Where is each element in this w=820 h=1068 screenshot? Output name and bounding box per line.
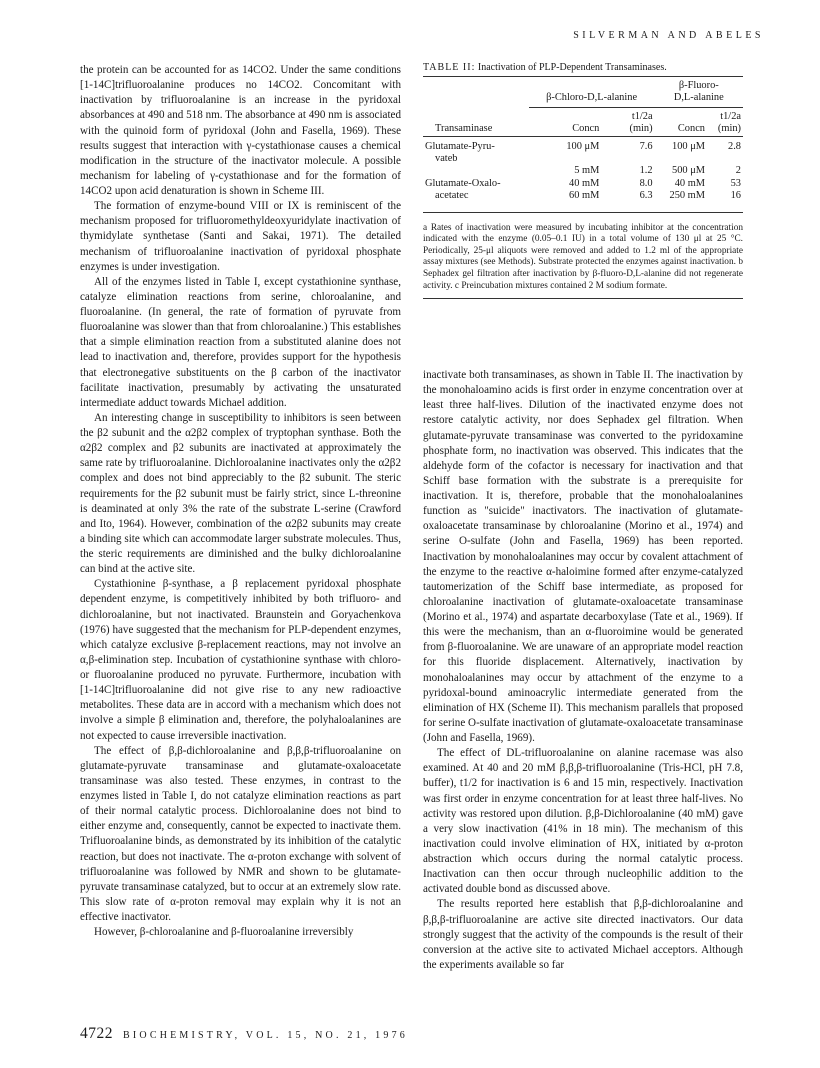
running-header: SILVERMAN AND ABELES (573, 30, 764, 41)
paragraph: However, β-chloroalanine and β-fluoroalanine irreversibly (94, 926, 354, 939)
table-row: Glutamate-Oxalo- 40 mM 8.0 40 mM 53 (425, 177, 741, 189)
paragraph: The results reported here establish that β,β-dichloroalanine and β,β,β-trifluoroalanine are active site directed inactivators. Our data strongly suggest that the activity of the compounds is the result of their conversion at the active site to activated Michael acceptors. Although the experiments available so far (423, 898, 743, 971)
right-column (423, 368, 743, 973)
table-title (423, 62, 743, 77)
table-bottom-rule (423, 298, 743, 299)
paragraph: An interesting change in susceptibility to inhibitors is seen between the β2 subunit and the α2β2 complex of tryptophan synthase. Both the α2β2 complex and β2 subunits are inactivated at approximately the same rate by trifluoroalanine. Dichloroalanine inactivates only the α2β2 complex and does not bind appreciably to the β2 subunit. The steric requirements for the β2 subunit must be fairly strict, since L-threonine is deaminated at only 3% the rate of the substrate L-serine (Crawford and Ito, 1964). However, combination of the α2β2 subunits may create a binding site which can accommodate larger substrate molecules. Thus, the steric requirements are diminished and the bulky dichloroalanine can bind at the active site. (80, 411, 401, 576)
col-thalf: t1/2a (min) (707, 107, 743, 136)
paragraph: All of the enzymes listed in Table I, except cystathionine synthase, catalyze elimination reactions from serine, chloroalanine, and fluoroalanine. (In general, the rate of formation of pyruvate from fluoroalanine was slower than that from chloroalanine.) This establishes that a simple elimination reaction from a substituted alanine does not lead to inactivation and, therefore, provides support for the hypothesis that electronegative substituents on the β carbon of the inactivator facilitate inactivation, presumably by activating the unsaturated intermediate adduct towards Michael addition. (80, 275, 401, 409)
table-label: TABLE II: (423, 62, 476, 73)
paragraph: The effect of DL-trifluoroalanine on alanine racemase was also examined. At 40 and 20 mM β,β,β-trifluoroalanine (Tris-HCl, pH 7.8, buffer), t1/2 for inactivation is 6 and 15 min, respectively. Inactivation was first order in enzyme concentration for at least three half-lives. No activity was restored upon dilution. β,β-Dichloroalanine (40 mM) gave a very slow inactivation (41% in 18 min). The mechanism of this inactivation could involve elimination of HX, initiated by α-proton abstraction which occurs during the normal catalytic process. Inactivation can then occur through nucleophilic addition to the activated double bond as discussed above. (423, 747, 743, 896)
paragraph: The formation of enzyme-bound VIII or IX is reminiscent of the mechanism proposed for trifluoromethyldeoxyuridylate inactivation of thymidylate synthetase (Santi and Sakai, 1971). The detailed mechanism of trifluoroalanine inactivation of pyridoxal phosphate enzymes is under investigation. (80, 200, 401, 273)
table-row: 5 mM 1.2 500 μM 2 (574, 165, 741, 177)
data-table (423, 77, 743, 203)
paragraph: The effect of β,β-dichloroalanine and β,β,β-trifluoroalanine on glutamate-pyruvate transaminase and glutamate-oxaloacetate transaminase was also tested. These enzymes, in contrast to the enzymes listed in Table I, do not catalyze elimination reactions as part of their normal catalytic process. Dichloroalanine does not bind to either enzyme and, consequently, cannot be expected to inactivate them. Trifluoroalanine binds, as demonstrated by its inhibition of the catalytic reaction, but does not inactivate. The α-proton exchange with solvent of trifluoroalanine was followed by NMR and shown to be glutamate-pyruvate transaminase catalyzed, but to occur at an extremely slow rate. This slow rate of α-proton removal may explain why it is not an effective inactivator. (80, 744, 401, 923)
col-thalf: t1/2a (min) (601, 107, 654, 136)
page-number: 4722 (80, 1025, 113, 1042)
paragraph: Cystathionine β-synthase, a β replacement pyridoxal phosphate dependent enzyme, is competitively inhibited by both trifluoro- and dichloroalanine, but not inactivated. Braunstein and Goryachenkova (1976) have suggested that the mechanism for PLP-dependent enzymes, which catalyze exclusive β-replacement reactions, may not involve an α,β-elimination step. Incubation of cystathionine synthase with chloro- or fluoroalanine produced no pyruvate. Furthermore, incubation with [1-14C]trifluoroalanine did not give rise to any new radioactive metabolites. These data are in accord with a mechanism which does not involve a simple β elimination and, therefore, the polyhaloalanines are not expected to cause irreversible inactivation. (80, 578, 401, 742)
paragraph: inactivate both transaminases, as shown in Table II. The inactivation by the monohaloamino acids is first order in enzyme concentration over at least three half-lives. Dilution of the inactivated enzyme does not restore catalytic activity, nor does Sephadex gel filtration. When glutamate-pyruvate transaminase was converted to the pyridoxamine phosphate form, no inactivation was observed. This indicates that the aldehyde form of the cofactor is necessary for inactivation and that Schiff base formation with the substrate is a prerequisite for inactivation. It is, therefore, probable that the monohaloalanines function as "suicide" inactivators. The inactivation of glutamate-oxaloacetate transaminase by chloroalanine (Morino et al., 1974) and serine O-sulfate (John and Fasella, 1969) has been reported. Inactivation by monohaloalanines may occur by covalent attachment of the enzyme to the reactive α-haloimine formed after enzyme-catalyzed tautomerization of the Schiff base intermediate, as proposed for chloroalanine inactivation of glutamate-oxaloacetate transaminase (Morino et al., 1974) and aspartate decarboxylase (Tate et al., 1969). If this were the mechanism, than an α-fluoroimine would be generated from β-fluoroalanine. We are unaware of an appropriate model reaction for this fluoride displacement. Alternatively, inactivation by monohaloalanines may occur by attachment of the enzyme to a pyridoxal-bound aminoacrylic intermediate generated from the elimination of HX (Scheme II). This mechanism parallels that proposed for serine O-sulfate inactivation of glutamate-oxaloacetate transaminase (John and Fasella, 1969). (423, 369, 743, 744)
col-concn: Concn (529, 107, 602, 136)
journal-citation: BIOCHEMISTRY, VOL. 15, NO. 21, 1976 (123, 1030, 408, 1041)
group-header-chloro: β-Chloro-D,L-alanine (529, 77, 655, 107)
col-transaminase: Transaminase (423, 107, 529, 136)
paragraph: the protein can be accounted for as 14CO2. Under the same conditions [1-14C]trifluoroalanine produces no 14CO2. Concomitant with inactivation by trifluoroalanine is an increase in the pyridoxal absorbances at 490 and 518 nm. The absorbance at 490 nm is associated with the quinoid form of pyridoxal (John and Fasella, 1969). These results suggest that interaction with γ-cystathionase causes a chemical modification in the structure of the inactivator molecule. A possible mechanism for labeling of γ-cystathionase and for the formation of 14CO2 upon acid denaturation is shown in Scheme III. (80, 64, 401, 197)
table-ii (423, 62, 743, 299)
col-concn: Concn (655, 107, 707, 136)
table-caption: Inactivation of PLP-Dependent Transaminases. (477, 62, 667, 73)
table-row: vateb (435, 153, 458, 165)
left-column (80, 63, 401, 940)
table-footnote: a Rates of inactivation were measured by incubating inhibitor at the concentration indicated with the enzyme (0.05–0.1 IU) in a total volume of 130 μl at 25 °C. Periodically, 25-μl aliquots were removed and added to 1.2 ml of the appropriate assay mixtures (see Methods). Substrate protected the enzymes against inactivation. b Sephadex gel filtration after inactivation by β-fluoro-D,L-alanine did not regenerate activity. c Preincubation mixtures contained 2 M sodium formate. (423, 212, 743, 293)
page-footer (80, 1025, 408, 1043)
group-header-fluoro: β-Fluoro- D,L-alanine (655, 77, 743, 107)
table-row: acetatec 60 mM 6.3 250 mM 16 (435, 190, 741, 202)
table-row: Glutamate-Pyru- 100 μM 7.6 100 μM 2.8 (425, 140, 741, 152)
